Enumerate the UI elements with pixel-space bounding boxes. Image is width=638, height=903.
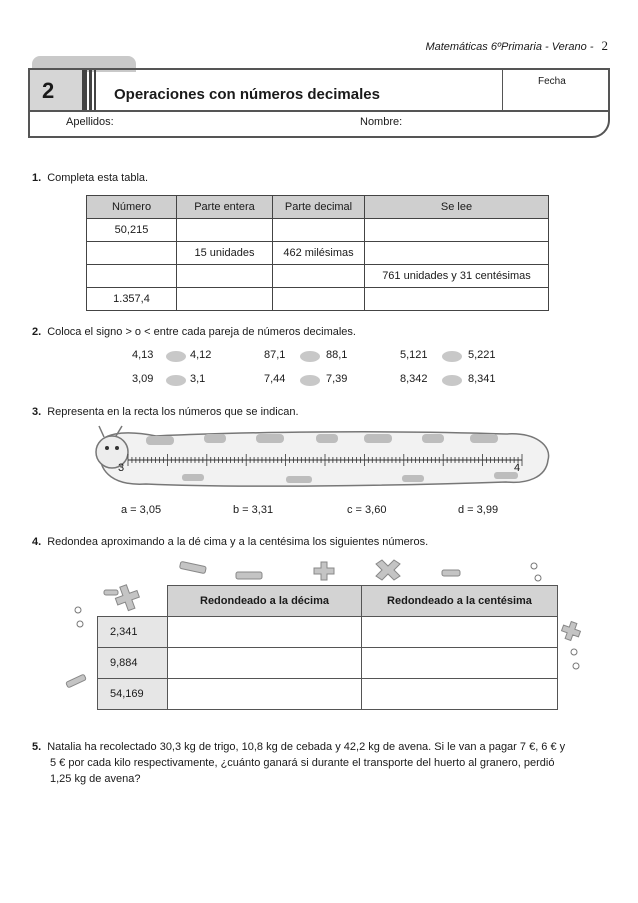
minus-sign-icon bbox=[236, 572, 262, 579]
col-centesima: Redondeado a la centésima bbox=[362, 586, 558, 617]
sign-slot[interactable] bbox=[166, 375, 186, 386]
value-cell: 54,169 bbox=[98, 679, 168, 710]
unit-number: 2 bbox=[42, 78, 55, 103]
sign-slot[interactable] bbox=[442, 375, 462, 386]
banner-bars bbox=[82, 70, 96, 110]
unit-number-box bbox=[30, 70, 82, 110]
table-header-row bbox=[87, 196, 549, 219]
apellidos-label: Apellidos: bbox=[66, 116, 114, 128]
pair-left: 8,342 bbox=[400, 373, 428, 385]
point-b: b = 3,31 bbox=[233, 504, 274, 516]
question-4-text: Redondea aproximando a la dé cima y a la centésima los siguientes números. bbox=[47, 536, 429, 548]
table-row bbox=[98, 648, 558, 679]
decimal-parts-table bbox=[86, 195, 549, 311]
table-row bbox=[87, 242, 549, 265]
value-cell: 9,884 bbox=[98, 648, 168, 679]
question-5-number: 5. bbox=[32, 741, 42, 753]
nombre-label: Nombre: bbox=[360, 116, 403, 128]
dot-icon bbox=[531, 563, 537, 569]
question-1-number: 1. bbox=[32, 172, 42, 184]
answer-cell[interactable] bbox=[365, 288, 549, 311]
question-5-line-2: 5 € por cada kilo respectivamente, ¿cuánto ganará si durante el transporte del huerto al granero, perdió bbox=[50, 757, 555, 769]
table-header-row bbox=[98, 586, 558, 617]
question-3-text: Representa en la recta los números que se indican. bbox=[47, 406, 299, 418]
dot-icon bbox=[77, 621, 83, 627]
answer-cell[interactable] bbox=[365, 219, 549, 242]
banner-divider bbox=[30, 110, 608, 112]
page-number: 2 bbox=[601, 38, 608, 53]
pair-left: 7,44 bbox=[264, 373, 286, 385]
table-cell: 50,215 bbox=[87, 219, 177, 242]
title-banner bbox=[28, 56, 610, 138]
answer-cell[interactable] bbox=[177, 288, 273, 311]
answer-cell[interactable] bbox=[365, 242, 549, 265]
caterpillar-eye bbox=[115, 446, 119, 450]
table-cell: 15 unidades bbox=[177, 242, 273, 265]
col-parte-decimal: Parte decimal bbox=[273, 196, 365, 219]
pair-left: 4,13 bbox=[132, 349, 154, 361]
caterpillar-eye bbox=[105, 446, 109, 450]
scale-start-label: 3 bbox=[118, 462, 125, 474]
answer-cell[interactable] bbox=[87, 265, 177, 288]
minus-sign-icon bbox=[66, 674, 87, 688]
dot-icon bbox=[535, 575, 541, 581]
running-title: Matemáticas 6ºPrimaria - Verano - bbox=[425, 41, 594, 53]
caterpillar-number-line[interactable] bbox=[86, 424, 556, 494]
answer-cell[interactable] bbox=[362, 617, 558, 648]
col-decima: Redondeado a la décima bbox=[168, 586, 362, 617]
col-se-lee: Se lee bbox=[365, 196, 549, 219]
question-2 bbox=[32, 324, 356, 340]
question-5-line-1: Natalia ha recolectado 30,3 kg de trigo, 10,8 kg de cebada y 42,2 kg de avena. Si le van a pagar 7 €, 6 € y bbox=[47, 741, 566, 753]
sign-slot[interactable] bbox=[442, 351, 462, 362]
question-3 bbox=[32, 404, 299, 420]
table-row bbox=[98, 617, 558, 648]
pair-left: 87,1 bbox=[264, 349, 286, 361]
running-header bbox=[425, 38, 608, 54]
times-sign-icon bbox=[376, 560, 400, 580]
col-parte-entera: Parte entera bbox=[177, 196, 273, 219]
question-1 bbox=[32, 170, 148, 186]
dot-icon bbox=[573, 663, 579, 669]
sign-slot[interactable] bbox=[300, 351, 320, 362]
table-row bbox=[87, 265, 549, 288]
plus-sign-icon bbox=[314, 562, 334, 580]
sign-slot[interactable] bbox=[300, 375, 320, 386]
scale-end-label: 4 bbox=[514, 462, 521, 474]
table-cell: 1.357,4 bbox=[87, 288, 177, 311]
answer-cell[interactable] bbox=[362, 679, 558, 710]
answer-cell[interactable] bbox=[273, 288, 365, 311]
question-5-line-3: 1,25 kg de avena? bbox=[50, 773, 141, 785]
answer-cell[interactable] bbox=[177, 219, 273, 242]
dot-icon bbox=[571, 649, 577, 655]
answer-cell[interactable] bbox=[362, 648, 558, 679]
value-cell: 2,341 bbox=[98, 617, 168, 648]
answer-cell[interactable] bbox=[168, 679, 362, 710]
pair-right: 7,39 bbox=[326, 373, 348, 385]
point-c: c = 3,60 bbox=[347, 504, 387, 516]
answer-cell[interactable] bbox=[168, 648, 362, 679]
table-row bbox=[87, 219, 549, 242]
answer-cell[interactable] bbox=[87, 242, 177, 265]
pair-right: 5,221 bbox=[468, 349, 496, 361]
pair-left: 5,121 bbox=[400, 349, 428, 361]
pair-right: 4,12 bbox=[190, 349, 212, 361]
answer-cell[interactable] bbox=[273, 219, 365, 242]
minus-sign-icon bbox=[179, 561, 206, 573]
question-5 bbox=[32, 739, 622, 787]
answer-cell[interactable] bbox=[177, 265, 273, 288]
pair-left: 3,09 bbox=[132, 373, 154, 385]
pair-right: 3,1 bbox=[190, 373, 206, 385]
fecha-label: Fecha bbox=[538, 76, 566, 87]
worksheet-title: Operaciones con números decimales bbox=[114, 86, 380, 103]
rounding-table bbox=[97, 585, 558, 710]
question-4-number: 4. bbox=[32, 536, 42, 548]
pair-right: 88,1 bbox=[326, 349, 348, 361]
table-row bbox=[98, 679, 558, 710]
answer-cell[interactable] bbox=[168, 617, 362, 648]
point-a: a = 3,05 bbox=[121, 504, 162, 516]
plus-sign-icon bbox=[559, 619, 582, 642]
table-row bbox=[87, 288, 549, 311]
question-2-text: Coloca el signo > o < entre cada pareja de números decimales. bbox=[47, 326, 356, 338]
sign-slot[interactable] bbox=[166, 351, 186, 362]
pair-right: 8,341 bbox=[468, 373, 496, 385]
dot-icon bbox=[75, 607, 81, 613]
question-4 bbox=[32, 534, 428, 550]
question-1-text: Completa esta tabla. bbox=[47, 172, 149, 184]
table-cell: 761 unidades y 31 centésimas bbox=[365, 265, 549, 288]
col-numero: Número bbox=[87, 196, 177, 219]
question-3-number: 3. bbox=[32, 406, 42, 418]
table-cell: 462 milésimas bbox=[273, 242, 365, 265]
point-d: d = 3,99 bbox=[458, 504, 499, 516]
question-2-number: 2. bbox=[32, 326, 42, 338]
minus-sign-icon bbox=[442, 570, 460, 576]
answer-cell[interactable] bbox=[273, 265, 365, 288]
